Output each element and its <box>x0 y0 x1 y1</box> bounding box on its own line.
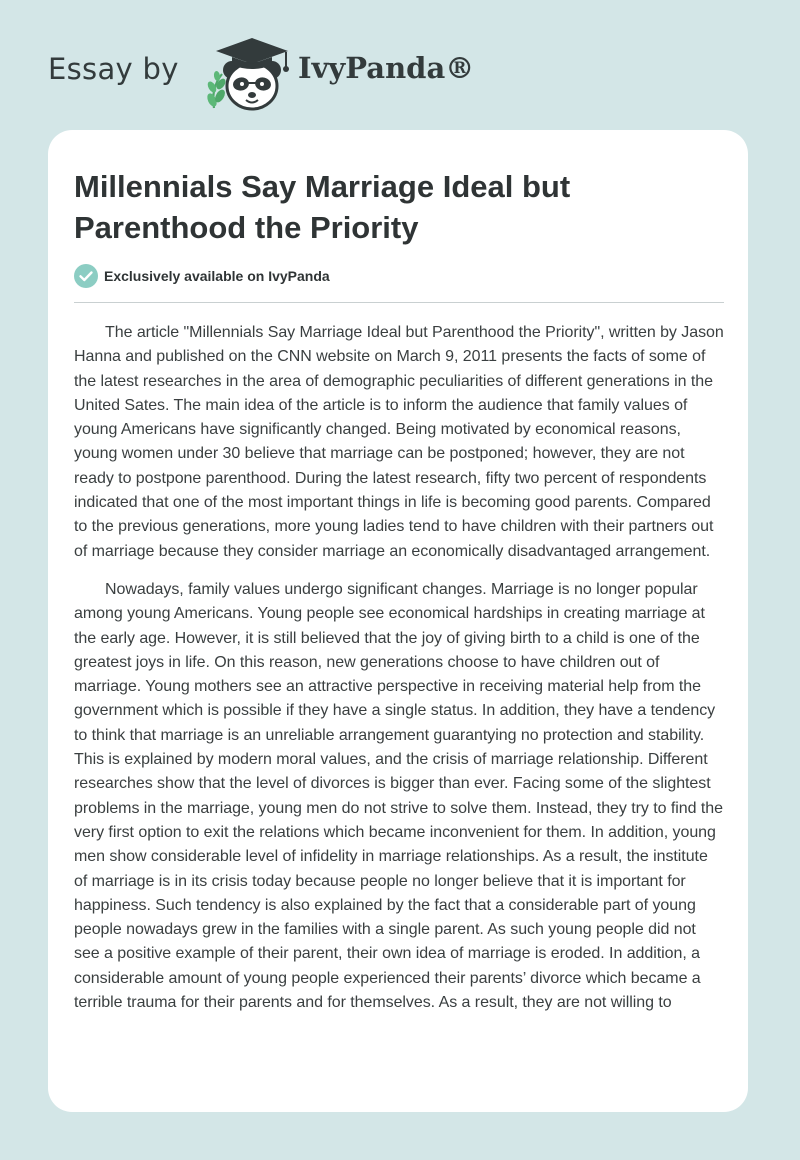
brand-name[interactable]: IvyPanda® <box>298 51 475 85</box>
exclusive-badge-label: Exclusively available on IvyPanda <box>104 268 330 284</box>
paragraph-1: The article "Millennials Say Marriage Ideal but Parenthood the Priority", written by Jason Hanna and published on the CNN website on March 9, 2011 presents the facts of some of the latest researches in the area of demographic peculiarities of different generations in the United Sates. The main idea of the article is to inform the audience that family values of young Americans have significantly changed. Being motivated by economical reasons, young women under 30 believe that marriage can be postponed; however, they are not ready to postpone parenthood. During the latest research, fifty two percent of respondents indicated that one of the most important things in life is becoming good parents. Compared to the previous generations, more young ladies tend to have children with their partners out of marriage because they consider marriage an economically disadvantaged arrangement. <box>74 324 724 560</box>
paragraph-2: Nowadays, family values undergo significant changes. Marriage is no longer popular among young Americans. Young people see economical hardships in creating marriage at the early age. However, it is still believed that the joy of giving birth to a child is one of the greatest joys in life. On this reason, new generations choose to have children out of marriage. Young mothers see an attractive perspective in receiving material help from the government which is possible if they have a single status. In addition, they have a tendency to think that marriage is an unreliable arrangement guarantying no protection and stability. This is explained by modern moral values, and the crisis of marriage relationship. Different researches show that the level of divorces is bigger than ever. Facing some of the slightest problems in the marriage, young men do not strive to solve them. Instead, they try to find the very first option to exit the relations which became inconvenient for them. In addition, young men show considerable level of infidelity in marriage relationships. As a result, the institute of marriage is in its crisis today because people no longer believe that it is important for happiness. Such tendency is also explained by the fact that a considerable part of young people nowadays grew in the families with a single parent. As such young people did not see a positive example of their parent, their own idea of marriage is eroded. In addition, a considerable amount of young people experienced their parents’ divorce which became a terrible trauma for their parents and for themselves. As a result, they are not willing to <box>74 580 723 1012</box>
check-circle-icon <box>74 264 98 288</box>
title-divider <box>74 302 724 303</box>
essay-card <box>48 130 748 1112</box>
site-header <box>48 34 508 114</box>
exclusive-badge <box>74 264 330 288</box>
essay-title: Millennials Say Marriage Ideal but Parenthood the Priority <box>74 169 571 245</box>
essay-by-label: Essay by <box>48 52 179 86</box>
essay-body <box>74 321 725 1111</box>
panda-logo-icon[interactable] <box>202 34 294 114</box>
